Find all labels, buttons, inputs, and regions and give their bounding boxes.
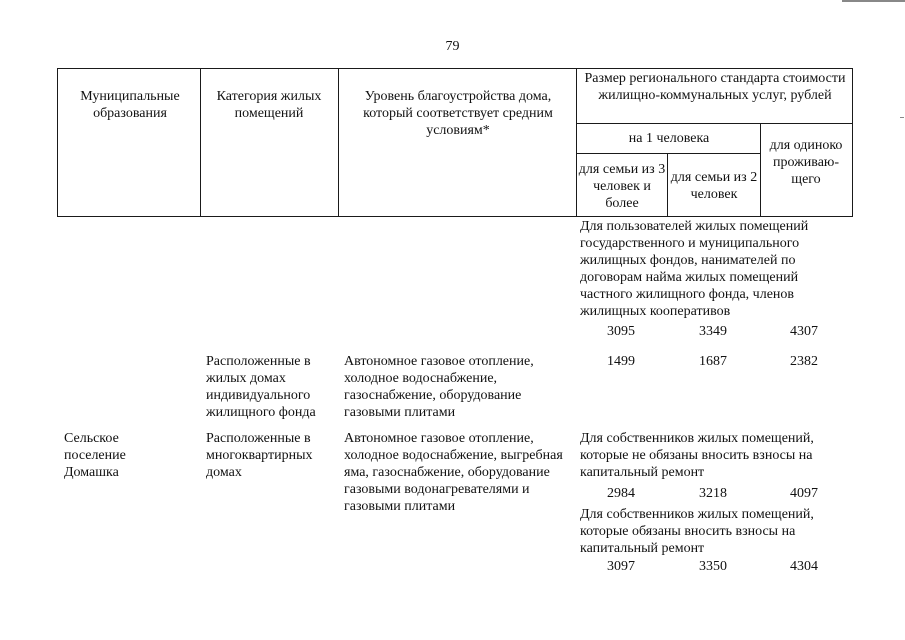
- row-1-category: Расположенные в жилых домах индивидуального жилищного фонда: [206, 354, 316, 420]
- table-right-border: [852, 68, 853, 217]
- row-2-value-b-family-3plus: 3097: [607, 559, 635, 574]
- row-2-value-a-family-2: 3218: [699, 486, 727, 501]
- family-col-divider: [667, 153, 668, 217]
- single-col-divider: [760, 123, 761, 217]
- header-level: Уровень благоустройства дома, который соответствует средним условиям*: [363, 89, 553, 138]
- col-divider-3: [576, 68, 577, 217]
- row-2-note-b: Для собственников жилых помещений, которые обязаны вносить взносы на капитальный ремонт: [580, 507, 814, 556]
- header-category: Категория жилых помещений: [216, 89, 322, 121]
- row-2-value-b-family-2: 3350: [699, 559, 727, 574]
- table-header-bottom-border: [57, 216, 853, 217]
- row-0-value-single: 4307: [790, 324, 818, 339]
- table-top-border: [57, 68, 853, 69]
- header-family-2: для семьи из 2 человек: [670, 170, 758, 202]
- row-2-note-a: Для собственников жилых помещений, которые не обязаны вносить взносы на капитальный ремонт: [580, 431, 814, 480]
- header-family-3plus: для семьи из 3 человек и более: [578, 162, 666, 211]
- row-2-value-a-single: 4097: [790, 486, 818, 501]
- row-1-value-family-2: 1687: [699, 354, 727, 369]
- scan-artifact-top: [842, 0, 905, 2]
- col-divider-1: [200, 68, 201, 217]
- header-municipality: Муниципальные образования: [80, 89, 180, 121]
- row-2-value-b-single: 4304: [790, 559, 818, 574]
- row-1-value-single: 2382: [790, 354, 818, 369]
- row-0-note: Для пользователей жилых помещений государственного и муниципального жилищных фондов, нанимателей по договорам найма жилых помещений частного жилищного фонда, членов жилищных кооперативов: [580, 219, 809, 319]
- header-per-person: на 1 человека: [628, 131, 710, 146]
- row-2-level: Автономное газовое отопление, холодное водоснабжение, выгребная яма, газоснабжение, оборудование газовыми водонагревателями и газовыми плитами: [344, 431, 563, 514]
- table-left-border: [57, 68, 58, 217]
- row-0-value-family-3plus: 3095: [607, 324, 635, 339]
- row-2-category: Расположенные в многоквартирных домах: [206, 431, 313, 480]
- row-2-municipality: Сельское поселение Домашка: [64, 431, 126, 480]
- scan-artifact-right: [900, 117, 904, 118]
- header-single: для одиноко проживаю-щего: [769, 138, 843, 187]
- subheader-divider: [576, 123, 853, 124]
- row-1-value-family-3plus: 1499: [607, 354, 635, 369]
- row-0-value-family-2: 3349: [699, 324, 727, 339]
- row-1-level: Автономное газовое отопление, холодное водоснабжение, газоснабжение, оборудование газовыми плитами: [344, 354, 534, 420]
- page-number: 79: [445, 39, 460, 54]
- row-2-value-a-family-3plus: 2984: [607, 486, 635, 501]
- per-person-divider: [576, 153, 761, 154]
- col-divider-2: [338, 68, 339, 217]
- header-standard: Размер регионального стандарта стоимости жилищно-коммунальных услуг, рублей: [584, 71, 846, 103]
